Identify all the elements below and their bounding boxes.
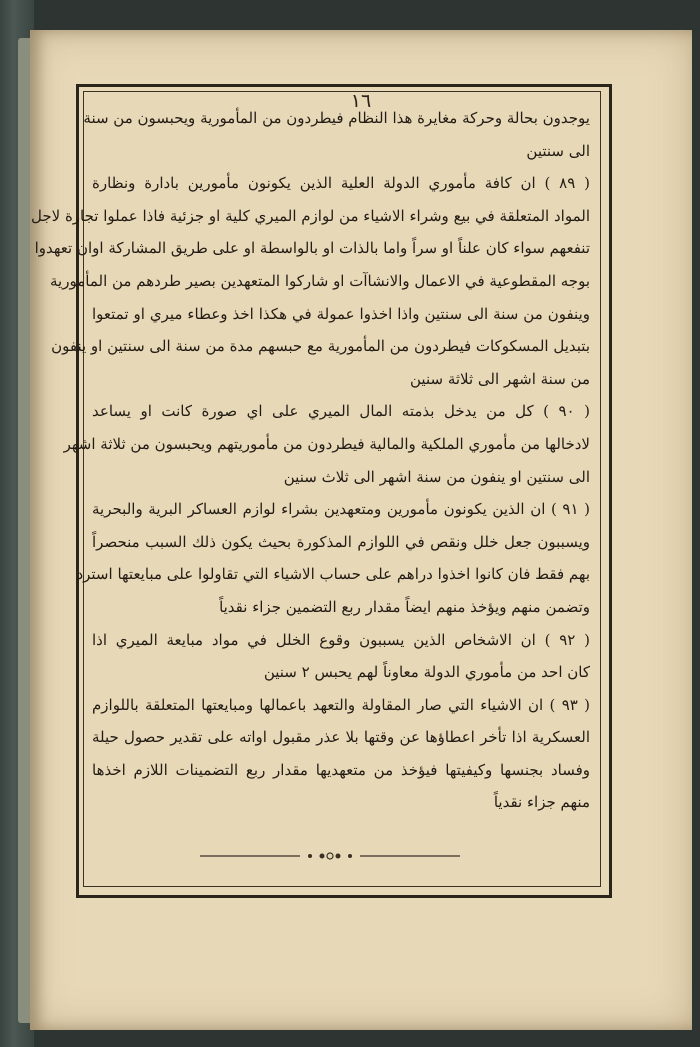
text-block (30, 102, 590, 819)
page-number: ١٦ (350, 90, 372, 112)
text-line: ( ٩٢ ) ان الاشخاص الذين يسببون وقوع الخلل في مواد مبايعة الميري اذا (92, 630, 590, 649)
text-line: منهم جزاء نقدياً (493, 793, 590, 812)
text-line: تنفعهم سواء كان علناً او سراً واما بالذات او بالواسطة او على طريق المشاركة اوان تعهدوا (34, 239, 590, 258)
text-line: بهم فقط فان كانوا اخذوا دراهم على حساب الاشياء التي تقاولوا على مبايعتها استرد (76, 565, 590, 584)
text-line: كان احد من مأموري الدولة معاوناً لهم يحبس ٢ سنين (263, 663, 590, 682)
text-line: وتضمن منهم ويؤخذ منهم ايضاً مقدار ربع التضمين جزاء نقدياً (219, 597, 590, 616)
text-line: وينفون من سنة الى سنتين واذا اخذوا عمولة في هكذا اخذ وعطاء ميري او تمتعوا (92, 304, 590, 323)
text-line: ( ٨٩ ) ان كافة مأموري الدولة العلية الذين يكونون مأمورين بادارة ونظارة (92, 174, 590, 193)
text-line: وفساد بجنسها وكيفيتها فيؤخذ من متعهديها مقدار ربع التضمينات اللازم اخذها (92, 760, 590, 779)
text-line: يوجدون بحالة وحركة مغايرة هذا النظام فيطردون من المأمورية ويحبسون من سنة (83, 109, 590, 127)
text-line: المواد المتعلقة في بيع وشراء الاشياء من لوازم الميري كلية او جزئية فاذا عملوا تجارة لاجل (30, 206, 590, 225)
text-line: بوجه المقطوعية في الاعمال والانشاآت او شاركوا المتعهدين بصير طردهم من المأمورية (50, 271, 590, 290)
text-line: لادخالها من مأموري الملكية والمالية فيطردون من مأموريتهم ويحبسون من ثلاثة اشهر (63, 434, 590, 453)
text-line: ( ٩٣ ) ان الاشياء التي صار المقاولة والتعهد باعمالها ومبايعتها المتعلقة باللوازم (92, 695, 590, 714)
text-line: العسكرية اذا تأخر اعطاؤها عن وقتها بلا عذر مقبول اواته على تقدير حصول حيلة (92, 728, 590, 747)
text-line: ويسببون جعل خلل ونقص في اللوازم المذكورة بحيث يكون ذلك السبب منحصراً (92, 532, 590, 551)
text-line: بتبديل المسكوكات فيطردون من المأمورية مع حبسهم مدة من سنة الى سنتين او ينفون (51, 337, 590, 356)
text-line: ( ٩١ ) ان الذين يكونون مأمورين ومتعهدين بشراء لوازم العساكر البرية والبحرية (92, 500, 590, 519)
text-line: الى سنتين او ينفون من سنة اشهر الى ثلاث سنين (283, 467, 590, 486)
text-line: من سنة اشهر الى ثلاثة سنين (410, 369, 590, 388)
text-line: الى سنتين (526, 141, 590, 160)
ornament-divider (200, 850, 460, 862)
text-line: ( ٩٠ ) كل من يدخل بذمته المال الميري على اي صورة كانت او يساعد (92, 402, 590, 421)
